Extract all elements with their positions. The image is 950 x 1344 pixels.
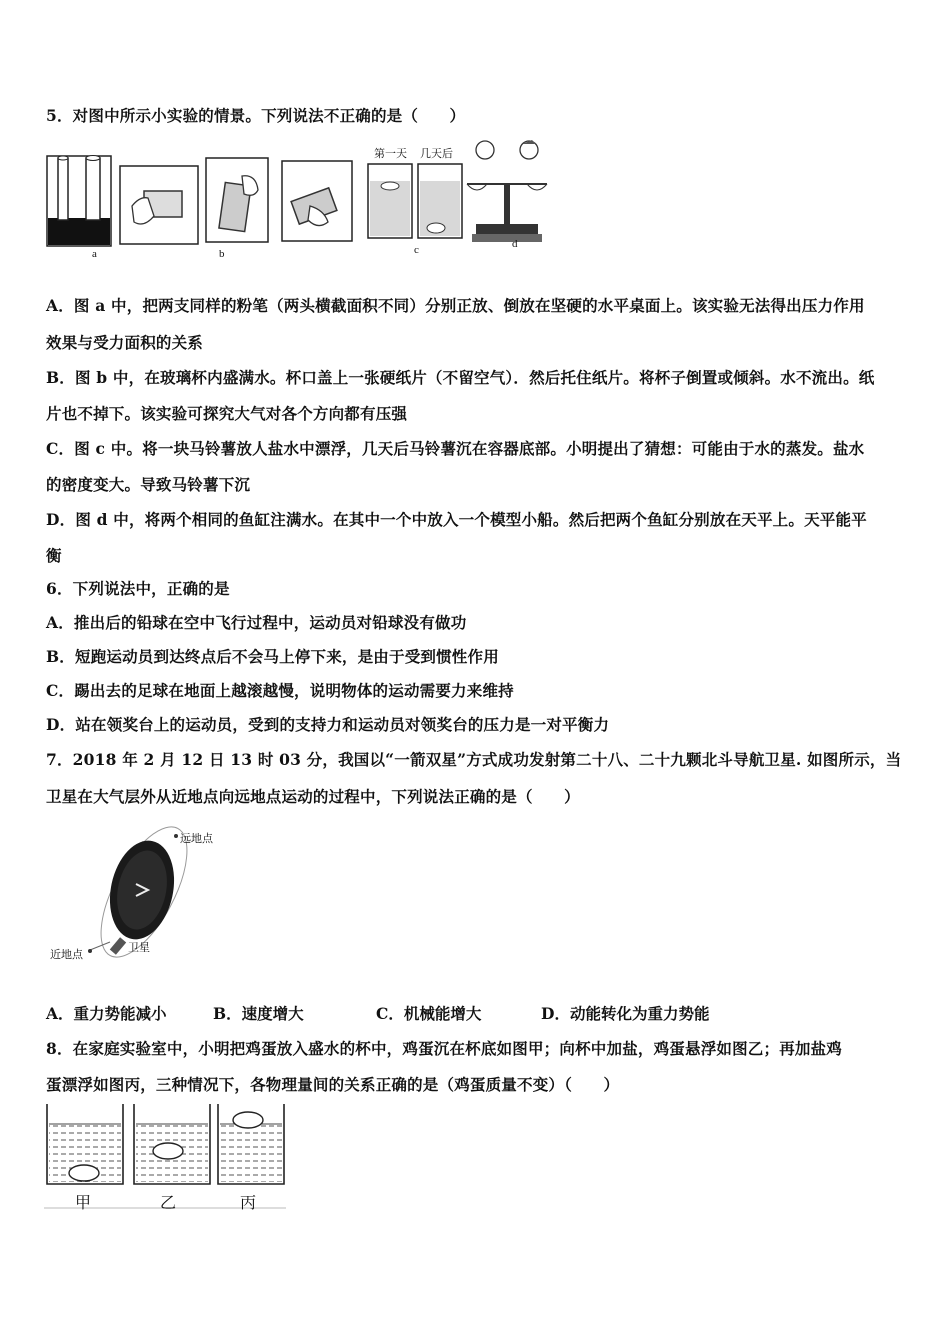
q7-option-a: A．重力势能减小 xyxy=(46,1004,167,1023)
q7-option-c: C．机械能增大 xyxy=(376,1004,482,1023)
q8-label-bing: 丙 xyxy=(240,1193,257,1212)
q5-option-a-line2: 效果与受力面积的关系 xyxy=(46,333,204,352)
q7-label-near-point: 近地点 xyxy=(50,949,83,961)
q7-option-b: B．速度增大 xyxy=(213,1004,304,1023)
q5-figure xyxy=(44,136,550,264)
q6-stem: 6．下列说法中，正确的是 xyxy=(46,579,230,598)
q8-label-yi: 乙 xyxy=(160,1193,177,1212)
q7-label-far-point: 远地点 xyxy=(180,833,213,845)
q7-label-satellite: 卫星 xyxy=(128,942,150,954)
cup-jia xyxy=(47,1104,123,1184)
q5-label-days-later: 几天后 xyxy=(420,148,453,160)
q6-option-a: A．推出后的铅球在空中飞行过程中，运动员对铅球没有做功 xyxy=(46,613,467,632)
q5-option-a-line1: A．图 a 中，把两支同样的粉笔（两头横截面积不同）分别正放、倒放在坚硬的水平桌面上。该实验无法得出压力作用 xyxy=(46,296,865,315)
q5-label-c: c xyxy=(414,244,419,256)
q5-stem: 5．对图中所示小实验的情景。下列说法不正确的是（ ） xyxy=(46,106,466,125)
q8-label-jia: 甲 xyxy=(75,1193,92,1212)
q7-option-d: D．动能转化为重力势能 xyxy=(541,1004,710,1023)
q7-stem-line2: 卫星在大气层外从近地点向远地点运动的过程中，下列说法正确的是（ ） xyxy=(46,787,580,806)
q5-option-b-line1: B．图 b 中，在玻璃杯内盛满水。杯口盖上一张硬纸片（不留空气）．然后托住纸片。将杯子倒置或倾斜。水不流出。纸 xyxy=(46,368,875,387)
q7-stem-line1: 7．2018 年 2 月 12 日 13 时 03 分，我国以“一箭双星”方式成功发射第二十八、二十九颗北斗导航卫星. 如图所示，当 xyxy=(46,750,902,769)
q5-option-b-line2: 片也不掉下。该实验可探究大气对各个方向都有压强 xyxy=(46,404,408,423)
q5-label-day1: 第一天 xyxy=(374,148,407,160)
q5-option-c-line2: 的密度变大。导致马铃薯下沉 xyxy=(46,475,251,494)
q6-option-d: D．站在领奖台上的运动员，受到的支持力和运动员对领奖台的压力是一对平衡力 xyxy=(46,715,610,734)
q6-option-b: B．短跑运动员到达终点后不会马上停下来，是由于受到惯性作用 xyxy=(46,647,499,666)
q5-option-c-line1: C．图 c 中。将一块马铃薯放人盐水中漂浮，几天后马铃薯沉在容器底部。小明提出了猜想：可能由于水的蒸发。盐水 xyxy=(46,439,865,458)
q8-stem-line1: 8．在家庭实验室中，小明把鸡蛋放入盛水的杯中，鸡蛋沉在杯底如图甲；向杯中加盐，鸡蛋悬浮如图乙；再加盐鸡 xyxy=(46,1039,842,1058)
q5-label-a: a xyxy=(92,248,97,260)
cup-yi xyxy=(134,1104,210,1184)
q5-option-d-line2: 衡 xyxy=(46,546,62,565)
q6-option-c: C．踢出去的足球在地面上越滚越慢，说明物体的运动需要力来维持 xyxy=(46,681,514,700)
q5-label-d: d xyxy=(512,238,518,250)
q8-stem-line2: 蛋漂浮如图丙，三种情况下，各物理量间的关系正确的是（鸡蛋质量不变）（ ） xyxy=(46,1075,620,1094)
q5-label-b: b xyxy=(219,248,225,260)
cup-bing xyxy=(218,1104,284,1184)
q5-option-d-line1: D．图 d 中，将两个相同的鱼缸注满水。在其中一个中放入一个模型小船。然后把两个鱼缸分别放在天平上。天平能平 xyxy=(46,510,867,529)
